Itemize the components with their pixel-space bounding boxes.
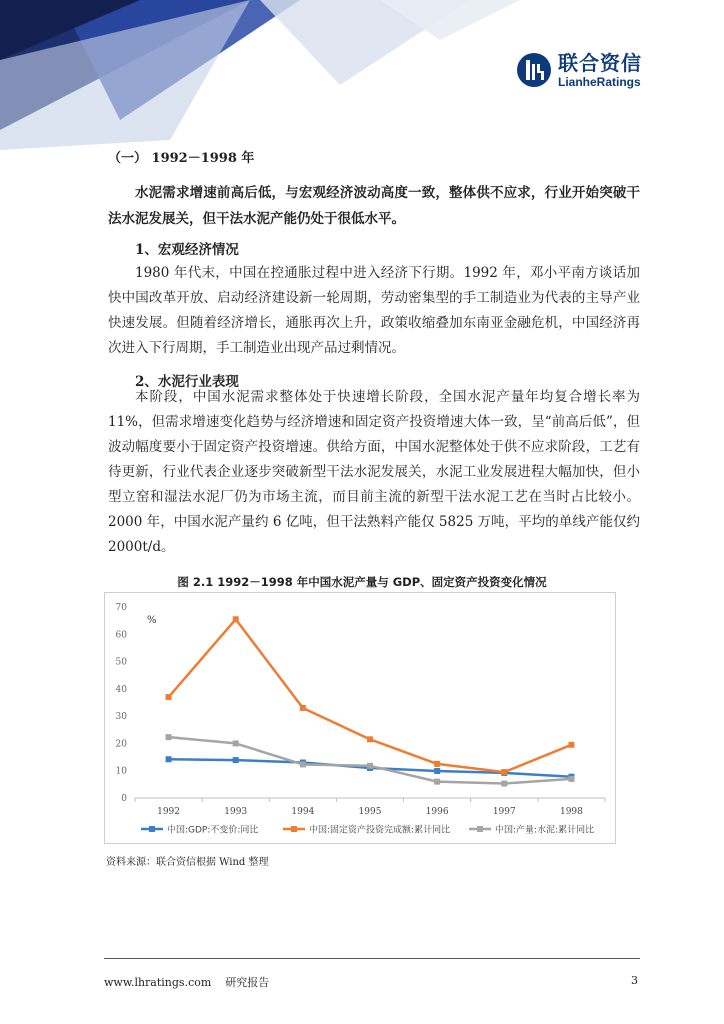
section-heading: （一） 1992－1998 年 [108,151,255,166]
data-point [434,768,440,774]
x-tick-label: 1998 [559,807,583,817]
y-tick-label: 60 [115,630,127,641]
x-tick-label: 1992 [157,807,181,817]
legend-label: 中国:GDP:不变价:同比 [167,825,259,836]
data-point [501,781,507,787]
y-axis-unit-label: % [147,615,157,626]
chart-frame [104,592,616,844]
data-point [367,736,373,742]
data-point [434,761,440,767]
x-tick-label: 1994 [291,807,315,817]
y-tick-label: 10 [115,766,127,777]
y-tick-label: 20 [115,739,127,750]
footer-info [104,974,283,990]
data-point [300,705,306,711]
footer-website: www.lhratings.com [104,976,212,989]
data-point [233,740,239,746]
subsection-heading-macro: 1、宏观经济情况 [135,242,239,258]
data-point [367,763,373,769]
legend-label: 中国:产量:水泥:累计同比 [495,825,595,836]
subsection-heading-cement: 2、水泥行业表现 [135,374,239,390]
legend-label: 中国:固定资产投资完成额:累计同比 [309,825,451,836]
data-point [568,776,574,782]
footer-doc-type: 研究报告 [225,976,270,989]
company-logo [516,52,642,88]
footer-divider [104,958,640,959]
data-point [233,616,239,622]
lianhe-logo-icon [516,52,552,88]
logo-chinese-name: 联合资信 [558,50,642,75]
x-tick-label: 1996 [425,807,449,817]
series-line-2 [169,619,572,772]
data-point [233,757,239,763]
data-source-note: 资料来源：联合资信根据 Wind 整理 [106,857,269,868]
data-point [434,779,440,785]
legend-marker [291,826,297,832]
data-point [568,742,574,748]
line-chart [105,593,615,843]
x-tick-label: 1995 [358,807,382,817]
y-tick-label: 30 [115,712,127,723]
legend-marker [149,826,155,832]
x-tick-label: 1997 [492,807,516,817]
x-tick-label: 1993 [224,807,248,817]
y-tick-label: 0 [121,794,127,804]
data-point [166,756,172,762]
data-point [166,734,172,740]
y-tick-label: 70 [115,603,127,613]
macro-paragraph: 1980 年代末，中国在控通胀过程中进入经济下行期。1992 年，邓小平南方谈话加快中国改革开放、启动经济建设新一轮周期，劳动密集型的手工制造业为代表的主导产业快速发展。但随着经济增长，通胀再次上升，政策收缩叠加东南亚金融危机，中国经济再次进入下行周期，手工制造业出现产品过剩情况。 [108,265,640,356]
section-lead-paragraph: 水泥需求增速前高后低，与宏观经济波动高度一致，整体供不应求，行业开始突破干法水泥发展关，但干法水泥产能仍处于很低水平。 [108,185,640,227]
y-tick-label: 40 [115,684,127,695]
page-number: 3 [631,974,638,987]
figure-caption: 图 2.1 1992－1998 年中国水泥产量与 GDP、固定资产投资变化情况 [177,575,547,589]
cement-paragraph: 本阶段，中国水泥需求整体处于快速增长阶段，全国水泥产量年均复合增长率为 11%，但需求增速变化趋势与经济增速和固定资产投资增速大体一致，呈“前高后低”，但波动幅度要小于固定资产投资增速。供给方面，中国水泥整体处于供不应求阶段，工艺有待更新，行业代表企业逐步突破新型干法水泥发展关，水泥工业发展进程大幅加快，但小型立窑和湿法水泥厂仍为市场主流，而目前主流的新型干法水泥工艺在当时占比较小。2000 年，中国水泥产量约 6 亿吨，但干法熟料产能仅 5825 万吨，平均的单线产能仅约 2000t/d。 [108,389,640,555]
data-point [166,694,172,700]
y-tick-label: 50 [115,657,127,668]
legend-marker [477,826,483,832]
data-point [300,761,306,767]
logo-english-name: LianheRatings [558,74,641,89]
data-point [501,769,507,775]
